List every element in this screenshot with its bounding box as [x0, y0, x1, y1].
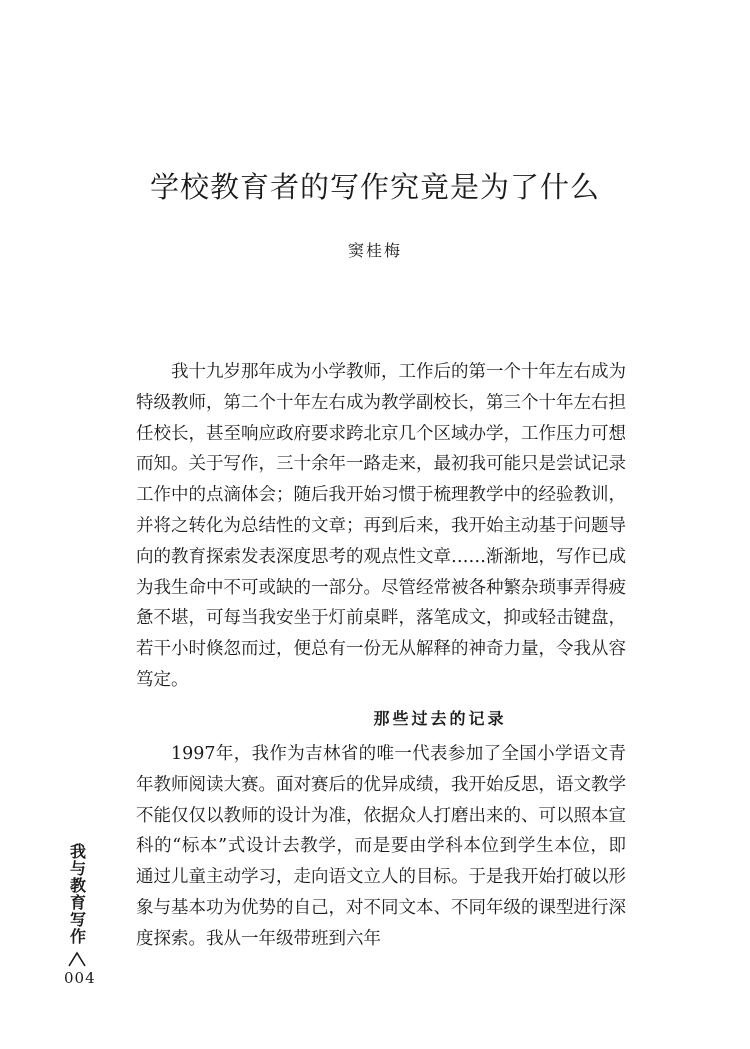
book-title-vertical: 我与教育写作 — [67, 843, 87, 945]
body-paragraph-2: 1997年，我作为吉林省的唯一代表参加了全国小学语文青年教师阅读大赛。面对赛后的优异成绩，我开始反思，语文教学不能仅仅以教师的设计为准，依据众人打磨出来的、可以照本宣科的“标本”式设计去教学，而是要由学科本位到学生本位，即通过儿童主动学习，走向语文立人的目标。于是我开始打破以形象与基本功为优势的自己，对不同文本、不同年级的课型进行深度探索。我从一年级带班到六年 — [136, 744, 626, 949]
running-header-sidebar — [64, 843, 96, 987]
page-number: 004 — [64, 969, 96, 987]
section-heading: 那些过去的记录 — [373, 709, 507, 728]
article-author: 窦桂梅 — [347, 241, 402, 260]
body-paragraph-1: 我十九岁那年成为小学教师，工作后的第一个十年左右成为特级教师，第二个十年左右成为教学副校长，第三个十年左右担任校长，甚至响应政府要求跨北京几个区域办学，工作压力可想而知。关于写作，三十余年一路走来，最初我可能只是尝试记录工作中的点滴体会；随后我开始习惯于梳理教学中的经验教训，并将之转化为总结性的文章；再到后来，我开始主动基于问题导向的教育探索发表深度思考的观点性文章……渐渐地，写作已成为我生命中不可或缺的一部分。尽管经常被各种繁杂琐事弄得疲惫不堪，可每当我安坐于灯前桌畔，落笔成文，抑或轻击键盘，若干小时倏忽而过，便总有一份无从解释的神奇力量，令我从容笃定。 — [136, 362, 626, 690]
article-title: 学校教育者的写作究竟是为了什么 — [149, 170, 600, 204]
chevron-up-icon — [67, 951, 87, 967]
